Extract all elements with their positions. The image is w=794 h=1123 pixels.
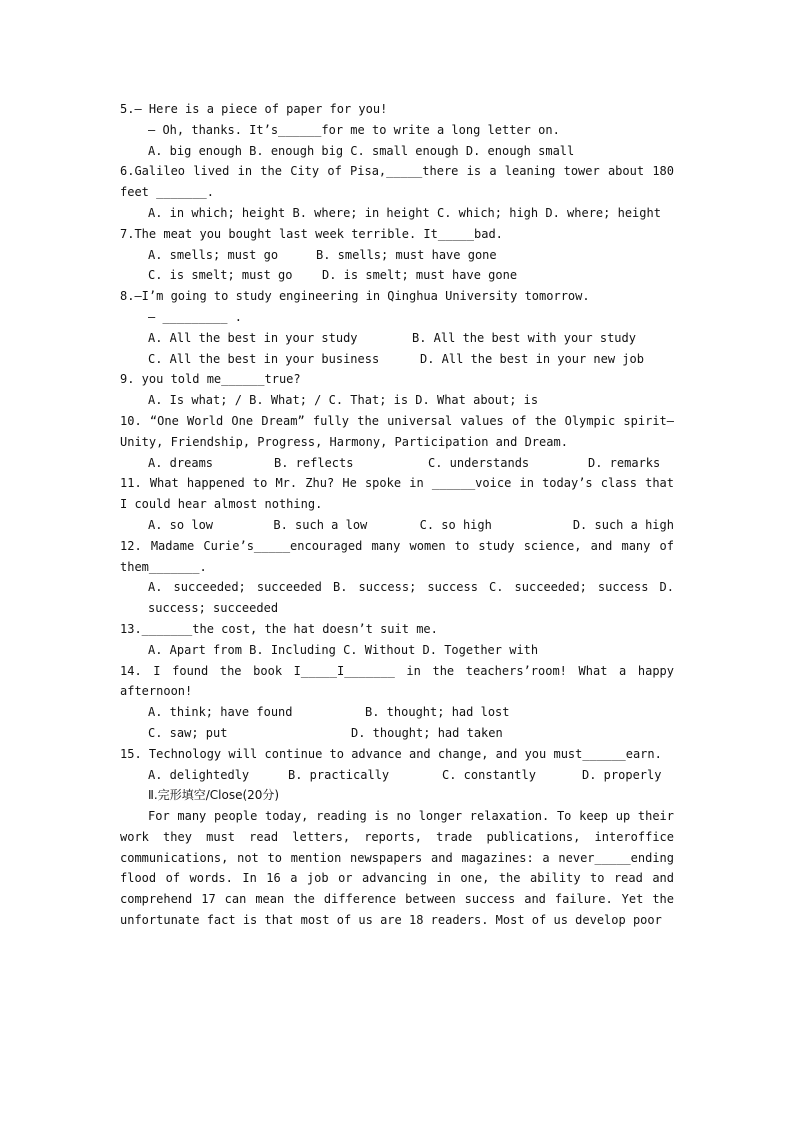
question-15-option-d: D. properly — [582, 767, 662, 782]
question-14-options-row-2 — [120, 723, 674, 744]
question-15-option-c: C. constantly — [442, 767, 536, 782]
question-10-option-b: B. reflects — [274, 455, 354, 470]
question-14-option-b: B. thought; had lost — [365, 705, 510, 720]
question-10-options — [120, 453, 674, 474]
question-8-options-row-1 — [120, 328, 674, 349]
question-11-option-b: B. such a low — [273, 517, 368, 532]
question-11-option-d: D. such a high — [572, 517, 674, 532]
question-15-option-b: B. practically — [288, 767, 390, 782]
question-6-options: A. in which; height B. where; in height C. which; high D. where; height — [148, 205, 661, 220]
question-9-options: A. Is what; / B. What; / C. That; is D. What about; is — [148, 393, 539, 408]
question-7-option-c: C. is smelt; must go — [148, 268, 293, 283]
question-11-options — [120, 515, 674, 536]
question-6-prompt: 6.Galileo lived in the City of Pisa,_____there is a leaning tower about 180 feet _______. — [120, 164, 674, 200]
cloze-passage: For many people today, reading is no longer relaxation. To keep up their work they must read letters, reports, trade publications, interoffice communications, not to mention newspapers and magazines: a never_____ending flood of words. In 16 a job or advancing in one, the ability to read and comprehend 17 can mean the difference between success and failure. Yet the unfortunate fact is that most of us are 18 readers. Most of us develop poor — [120, 809, 674, 928]
question-10-option-d: D. remarks — [588, 455, 661, 470]
question-14-option-d: D. thought; had taken — [351, 725, 503, 740]
question-15-option-a: A. delightedly — [148, 767, 250, 782]
question-7-option-d: D. is smelt; must have gone — [322, 268, 518, 283]
question-8-option-b: B. All the best with your study — [412, 330, 636, 345]
question-14-option-c: C. saw; put — [148, 725, 228, 740]
question-15-options — [120, 765, 674, 786]
question-13-options: A. Apart from B. Including C. Without D. Together with — [148, 642, 539, 657]
question-7-prompt: 7.The meat you bought last week terrible. It_____bad. — [120, 226, 503, 241]
question-15-prompt: 15. Technology will continue to advance and change, and you must______earn. — [120, 746, 662, 761]
question-12-options: A. succeeded; succeeded B. success; success C. succeeded; success D. success; succeeded — [148, 580, 674, 616]
question-14-option-a: A. think; have found — [148, 705, 293, 720]
question-8-prompt: 8.—I’m going to study engineering in Qinghua University tomorrow. — [120, 289, 590, 304]
question-14-options-row-1 — [120, 702, 674, 723]
document-page — [120, 99, 674, 931]
question-8-response: — _________ . — [148, 309, 242, 324]
question-11-option-c: C. so high — [419, 517, 492, 532]
question-12-prompt: 12. Madame Curie’s_____encouraged many women to study science, and many of them_______. — [120, 538, 674, 574]
question-11-prompt: 11. What happened to Mr. Zhu? He spoke in ______voice in today’s class that I could hear almost nothing. — [120, 476, 674, 512]
question-8-option-c: C. All the best in your business — [148, 351, 380, 366]
question-10-option-a: A. dreams — [148, 455, 214, 470]
question-13-prompt: 13._______the cost, the hat doesn’t suit me. — [120, 621, 438, 636]
question-10-prompt: 10. “One World One Dream” fully the universal values of the Olympic spirit— Unity, Friendship, Progress, Harmony, Participation and Dream. — [120, 413, 674, 449]
question-7-options-row-2 — [120, 265, 674, 286]
question-5-response: — Oh, thanks. It’s______for me to write a long letter on. — [148, 122, 560, 137]
question-5-prompt: 5.— Here is a piece of paper for you! — [120, 102, 388, 116]
question-9-prompt: 9. you told me______true? — [120, 372, 301, 387]
question-10-option-c: C. understands — [428, 455, 530, 470]
question-7-option-b: B. smells; must have gone — [316, 247, 497, 262]
question-8-options-row-2 — [120, 349, 674, 370]
section-title: Ⅱ.完形填空/Close(20分) — [148, 788, 280, 803]
question-14-prompt: 14. I found the book I_____I_______ in the teachers’room! What a happy afternoon! — [120, 663, 674, 699]
question-5-options: A. big enough B. enough big C. small enough D. enough small — [148, 143, 575, 158]
question-7-option-a: A. smells; must go — [148, 247, 279, 262]
question-11-option-a: A. so low — [148, 517, 214, 532]
question-8-option-d: D. All the best in your new job — [420, 351, 644, 366]
question-8-option-a: A. All the best in your study — [148, 330, 358, 345]
question-7-options-row-1 — [120, 245, 674, 266]
